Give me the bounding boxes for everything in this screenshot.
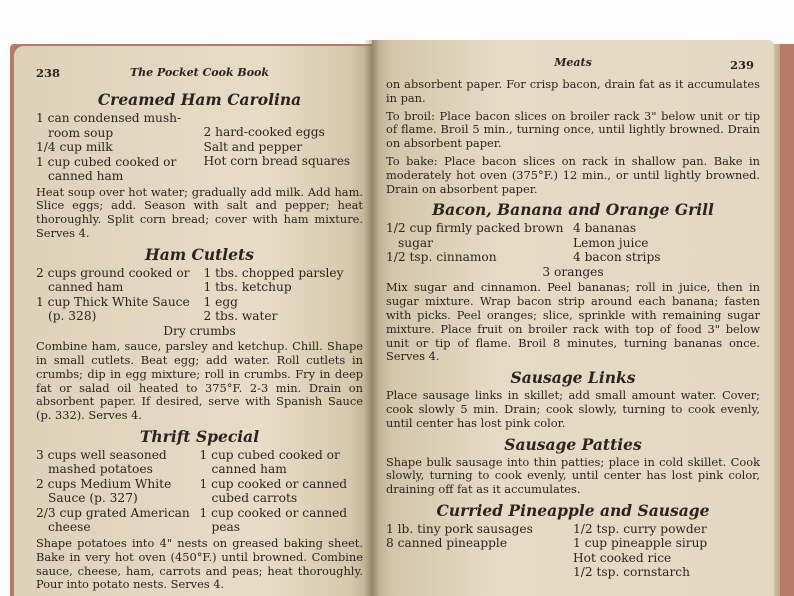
ingredient: 1 tbs. chopped parsley	[203, 265, 344, 280]
ingredient-list	[386, 221, 760, 265]
left-page-header	[36, 66, 363, 86]
recipe-sausage-patties	[386, 435, 760, 497]
recipe-thrift-special	[36, 427, 363, 592]
ingredient: 4 bananas	[573, 221, 637, 236]
ingredient: 2 hard-cooked eggs	[203, 125, 325, 139]
running-title-right: Meats	[554, 56, 592, 69]
bacon-intro-text: on absorbent paper. For crisp bacon, drain fat as it accumulates in pan.	[386, 77, 760, 105]
recipe-title: Sausage Patties	[504, 434, 642, 454]
ingredient-list	[36, 266, 363, 324]
ingredient: 1 cup cooked or canned peas	[199, 505, 348, 535]
recipe-title: Thrift Special	[139, 426, 260, 446]
ingredient: 8 canned pineapple	[386, 536, 508, 551]
ingredient: 4 bacon strips	[573, 250, 661, 265]
recipe-directions: Heat soup over hot water; gradually add milk. Add ham. Slice eggs; add. Season with salt and pepper; heat thoroughly. Split corn bread; cover with ham mixture. Serves 4.	[36, 184, 363, 240]
recipe-title: Curried Pineapple and Sausage	[436, 500, 710, 520]
ingredient: Hot corn bread squares	[203, 154, 351, 168]
book-gutter	[364, 40, 380, 596]
ingredient: Salt and pepper	[203, 139, 303, 154]
recipe-curried-pineapple-sausage	[386, 501, 760, 580]
ingredient: 2 cups Medium White Sauce (p. 327)	[36, 476, 172, 506]
ingredient: 1/4 cup milk	[36, 140, 113, 154]
running-title-left: The Pocket Cook Book	[129, 66, 270, 79]
ingredient: 1 cup pineapple sirup	[573, 536, 708, 551]
ingredient: 1/2 tsp. curry powder	[573, 521, 707, 536]
right-page-header	[386, 56, 760, 76]
recipe-bacon-banana-orange-grill	[386, 200, 760, 364]
to-bake-text: To bake: Place bacon slices on rack in shallow pan. Bake in moderately hot oven (375°F.) 12 min., or until lightly browned. Drain on absorbent paper.	[386, 153, 760, 196]
ingredient: 2 cups ground cooked or canned ham	[36, 265, 190, 295]
ingredient: Lemon juice	[573, 235, 649, 250]
page-number-left: 238	[36, 66, 61, 80]
to-broil-text: To broil: Place bacon slices on broiler rack 3" below unit or tip of flame. Broil 5 min., turning once, until lightly browned. Drain on absorbent paper.	[386, 108, 760, 151]
ingredient: 1 tbs. ketchup	[203, 280, 292, 295]
ingredient-list	[386, 522, 760, 580]
ingredient: 1/2 tsp. cinnamon	[386, 250, 497, 265]
recipe-ham-cutlets	[36, 245, 363, 423]
page-number-right: 239	[729, 58, 754, 72]
ingredient: 1/2 cup firmly packed brown sugar	[386, 221, 564, 250]
recipe-directions: Place sausage links in skillet; add small amount water. Cover; cook slowly 5 min. Drain; cook slowly, turning to cook evenly, until center has lost pink color.	[386, 388, 760, 430]
recipe-directions: Combine ham, sauce, parsley and ketchup. Chill. Shape in small cutlets. Beat egg; add water. Roll cutlets in crumbs; dip in egg mixture; roll in crumbs. Fry in deep fat or salad oil heated to 375°F. 2-3 min. Drain on absorbent paper. If desired, serve with Spanish Sauce (p. 332). Serves 4.	[36, 339, 363, 423]
recipe-directions: Mix sugar and cinnamon. Peel bananas; roll in juice, then in sugar mixture. Wrap bacon strip around each banana; fasten with picks. Peel oranges; slice, sprinkle with remaining sugar mixture. Place fruit on broiler rack with top of food 3" below unit or tip of flame. Broil 8 minutes, turning bananas once. Serves 4.	[386, 280, 760, 364]
recipe-title: Sausage Links	[510, 368, 636, 388]
ingredient: Dry crumbs	[163, 323, 236, 338]
ingredient: 2 tbs. water	[203, 309, 278, 324]
recipe-sausage-links	[386, 368, 760, 430]
ingredient-list	[36, 111, 363, 184]
left-page	[14, 46, 375, 596]
page-edges	[774, 44, 780, 596]
recipe-title: Creamed Ham Carolina	[97, 90, 302, 109]
ingredient-list	[36, 448, 363, 535]
recipe-title: Bacon, Banana and Orange Grill	[432, 200, 714, 220]
ingredient: 3 cups well seasoned mashed potatoes	[36, 447, 167, 477]
ingredient: 1 cup cubed cooked or canned ham	[36, 154, 177, 183]
ingredient: 1 cup Thick White Sauce (p. 328)	[36, 294, 190, 324]
ingredient: 1 lb. tiny pork sausages	[386, 521, 533, 536]
recipe-directions: Shape potatoes into 4" nests on greased baking sheet. Bake in very hot oven (450°F.) until browned. Combine sauce, cheese, ham, carrots and peas; heat thoroughly. Pour into potato nests. Serves 4.	[36, 535, 363, 592]
ingredient: 1 cup cubed cooked or canned ham	[199, 447, 340, 477]
right-page	[372, 40, 774, 596]
ingredient: 2/3 cup grated American cheese	[36, 505, 190, 535]
recipe-title: Ham Cutlets	[145, 244, 254, 264]
recipe-directions: Shape bulk sausage into thin patties; place in cold skillet. Cook slowly, turning to cook evenly, until center has lost pink color, draining off fat as it accumulates.	[386, 454, 760, 497]
ingredient: 3 oranges	[542, 264, 604, 279]
ingredient: Hot cooked rice	[573, 550, 672, 565]
ingredient: 1 can condensed mush-room soup	[36, 111, 182, 140]
ingredient: 1/2 tsp. cornstarch	[573, 565, 690, 580]
recipe-creamed-ham-carolina	[36, 90, 363, 241]
ingredient: 1 egg	[203, 294, 238, 309]
ingredient: 1 cup cooked or canned cubed carrots	[199, 476, 348, 506]
